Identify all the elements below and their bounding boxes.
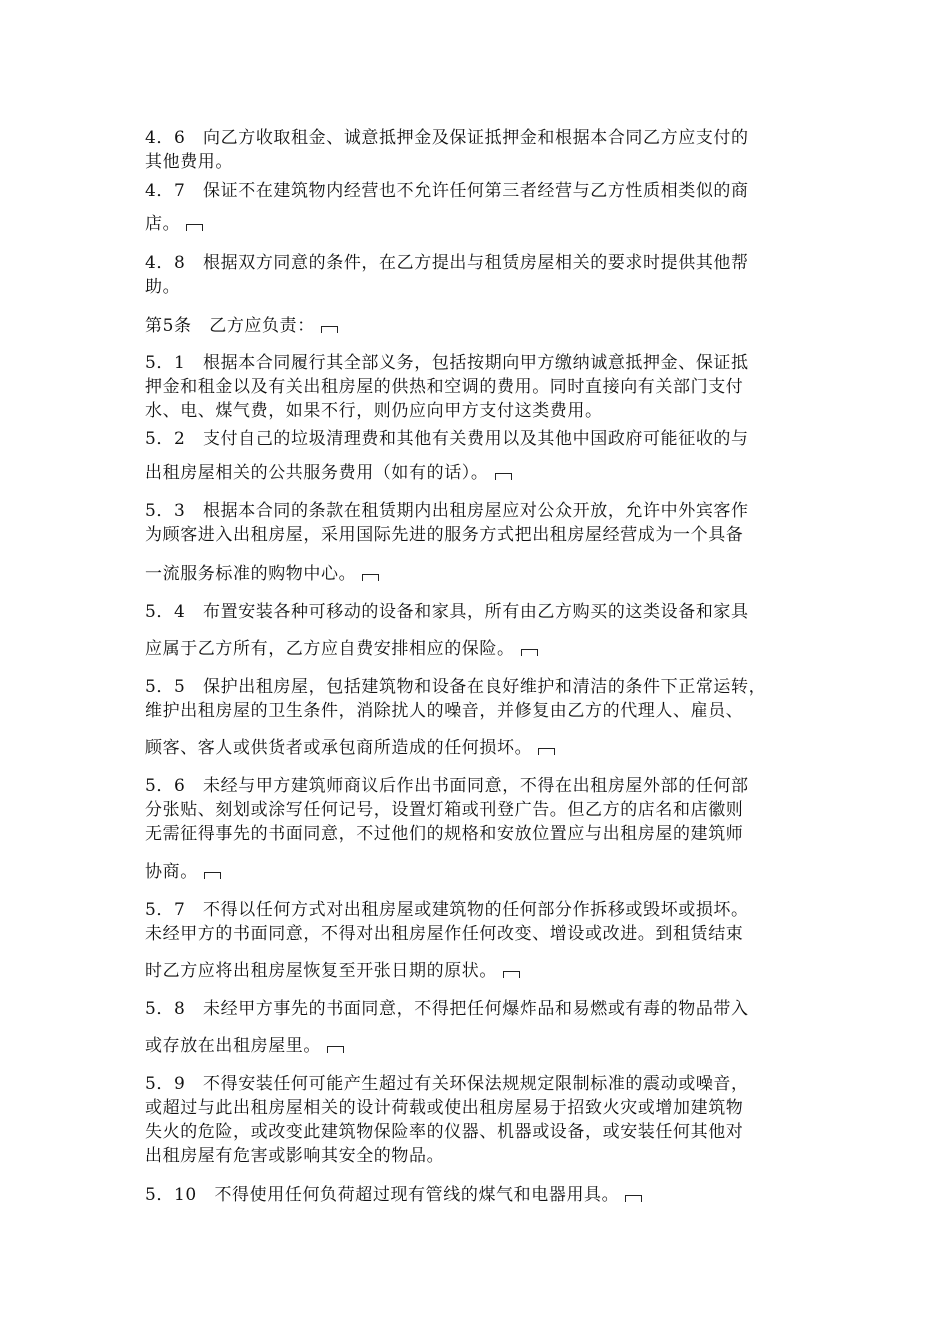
text-line: 4．6 向乙方收取租金、诚意抵押金及保证抵押金和根据本合同乙方应支付的 bbox=[145, 128, 749, 148]
text-line: 5．2 支付自己的垃圾清理费和其他有关费用以及其他中国政府可能征收的与 bbox=[145, 429, 749, 449]
text-line: 未经甲方的书面同意，不得对出租房屋作任何改变、增设或改进。到租赁结束 bbox=[145, 924, 744, 944]
paragraph-mark-icon bbox=[327, 1046, 344, 1053]
text-line: 失火的危险，或改变此建筑物保险率的仪器、机器或设备，或安装任何其他对 bbox=[145, 1122, 744, 1142]
text-line: 5．4 布置安装各种可移动的设备和家具，所有由乙方购买的这类设备和家具 bbox=[145, 602, 749, 622]
text-line: 协商。 bbox=[145, 861, 221, 883]
paragraph-mark-icon bbox=[321, 326, 338, 333]
paragraph-mark-icon bbox=[625, 1195, 642, 1202]
text-line: 店。 bbox=[145, 213, 203, 235]
text-line: 应属于乙方所有，乙方应自费安排相应的保险。 bbox=[145, 638, 538, 660]
text-line: 或存放在出租房屋里。 bbox=[145, 1035, 344, 1057]
section-heading: 第5条 乙方应负责： bbox=[145, 315, 338, 337]
text-line: 助。 bbox=[145, 277, 181, 297]
text-line: 5．6 未经与甲方建筑师商议后作出书面同意，不得在出租房屋外部的任何部 bbox=[145, 776, 749, 796]
text-line: 为顾客进入出租房屋，采用国际先进的服务方式把出租房屋经营成为一个具备 bbox=[145, 525, 744, 545]
text-line: 无需征得事先的书面同意，不过他们的规格和安放位置应与出租房屋的建筑师 bbox=[145, 824, 744, 844]
paragraph-mark-icon bbox=[538, 748, 555, 755]
text-line: 其他费用。 bbox=[145, 152, 233, 172]
text-line: 出租房屋相关的公共服务费用（如有的话）。 bbox=[145, 462, 512, 484]
text-line: 出租房屋有危害或影响其安全的物品。 bbox=[145, 1146, 445, 1166]
text-line: 或超过与此出租房屋相关的设计荷载或使出租房屋易于招致火灾或增加建筑物 bbox=[145, 1098, 744, 1118]
text-line: 5．9 不得安装任何可能产生超过有关环保法规规定限制标准的震动或噪音， bbox=[145, 1074, 749, 1094]
text-line: 5．5 保护出租房屋，包括建筑物和设备在良好维护和清洁的条件下正常运转， bbox=[145, 677, 767, 697]
text-line: 分张贴、刻划或涂写任何记号，设置灯箱或刊登广告。但乙方的店名和店徽则 bbox=[145, 800, 744, 820]
paragraph-mark-icon bbox=[186, 224, 203, 231]
text-line: 4．8 根据双方同意的条件，在乙方提出与租赁房屋相关的要求时提供其他帮 bbox=[145, 253, 749, 273]
text-line: 维护出租房屋的卫生条件，消除扰人的噪音，并修复由乙方的代理人、雇员、 bbox=[145, 701, 744, 721]
text-line: 顾客、客人或供货者或承包商所造成的任何损坏。 bbox=[145, 737, 555, 759]
paragraph-mark-icon bbox=[362, 574, 379, 581]
paragraph-mark-icon bbox=[204, 872, 221, 879]
text-line: 时乙方应将出租房屋恢复至开张日期的原状。 bbox=[145, 960, 520, 982]
paragraph-mark-icon bbox=[495, 473, 512, 480]
text-line: 5．7 不得以任何方式对出租房屋或建筑物的任何部分作拆移或毁坏或损坏。 bbox=[145, 900, 749, 920]
text-line: 5．8 未经甲方事先的书面同意，不得把任何爆炸品和易燃或有毒的物品带入 bbox=[145, 999, 749, 1019]
text-line: 4．7 保证不在建筑物内经营也不允许任何第三者经营与乙方性质相类似的商 bbox=[145, 181, 749, 201]
text-line: 水、电、煤气费，如果不行，则仍应向甲方支付这类费用。 bbox=[145, 401, 603, 421]
text-line: 5．3 根据本合同的条款在租赁期内出租房屋应对公众开放，允许中外宾客作 bbox=[145, 501, 749, 521]
text-line: 一流服务标准的购物中心。 bbox=[145, 563, 379, 585]
text-line: 5．10 不得使用任何负荷超过现有管线的煤气和电器用具。 bbox=[145, 1184, 642, 1206]
text-line: 押金和租金以及有关出租房屋的供热和空调的费用。同时直接向有关部门支付 bbox=[145, 377, 744, 397]
text-line: 5．1 根据本合同履行其全部义务，包括按期向甲方缴纳诚意抵押金、保证抵 bbox=[145, 353, 749, 373]
paragraph-mark-icon bbox=[521, 649, 538, 656]
paragraph-mark-icon bbox=[503, 971, 520, 978]
